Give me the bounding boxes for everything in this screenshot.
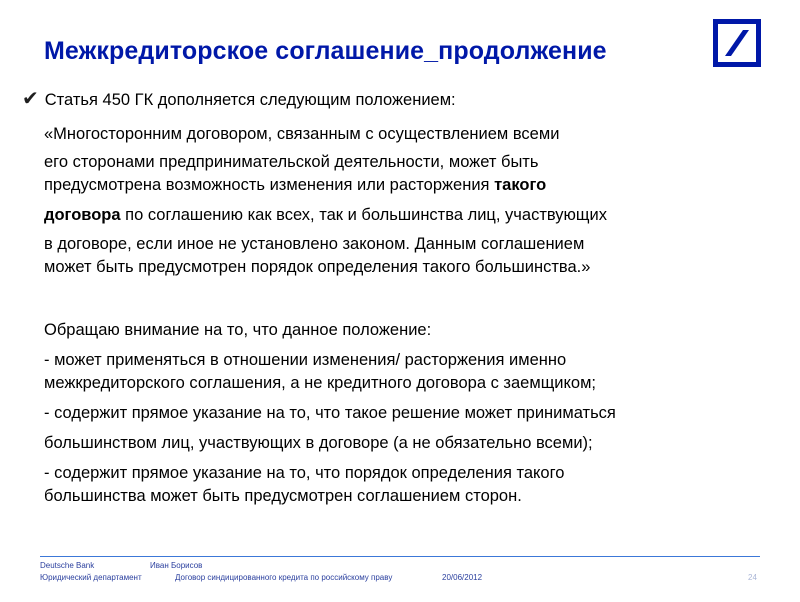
note-line-1: - может применяться в отношении изменения/ расторжения именно	[44, 351, 567, 369]
quote-line-3: предусмотрена возможность изменения или расторжения такого	[44, 176, 547, 194]
footer-divider	[40, 556, 760, 557]
bold-text: такого	[494, 176, 547, 194]
paragraph-line-1: ✔ Статья 450 ГК дополняется следующим положением:	[22, 88, 456, 110]
footer-date: 20/06/2012	[442, 573, 483, 582]
note-line-6: большинства может быть предусмотрен соглашением сторон.	[44, 487, 522, 505]
bold-text: договора	[44, 206, 121, 224]
footer-author: Иван Борисов	[150, 561, 203, 570]
deutsche-bank-logo-icon	[713, 19, 761, 67]
quote-line-1: «Многосторонним договором, связанным с осуществлением всеми	[44, 125, 560, 143]
quote-line-6: может быть предусмотрен порядок определения такого большинства.»	[44, 258, 591, 276]
slide-title: Межкредиторское соглашение_продолжение	[44, 37, 607, 65]
note-heading: Обращаю внимание на то, что данное положение:	[44, 321, 432, 339]
note-line-3: - содержит прямое указание на то, что такое решение может приниматься	[44, 404, 616, 422]
footer-document: Договор синдицированного кредита по российскому праву	[175, 573, 393, 582]
note-line-5: - содержит прямое указание на то, что порядок определения такого	[44, 464, 565, 482]
footer-department: Юридический департамент	[40, 573, 142, 582]
note-line-4: большинством лиц, участвующих в договоре (а не обязательно всеми);	[44, 434, 593, 452]
quote-line-2: его сторонами предпринимательской деятельности, может быть	[44, 153, 539, 171]
note-line-2: межкредиторского соглашения, а не кредитного договора с заемщиком;	[44, 374, 596, 392]
checkmark-icon: ✔	[22, 88, 39, 110]
quote-line-5: в договоре, если иное не установлено законом. Данным соглашением	[44, 235, 585, 253]
quote-line-4: договора по соглашению как всех, так и большинства лиц, участвующих	[44, 206, 607, 224]
footer-company: Deutsche Bank	[40, 561, 95, 570]
page-number: 24	[748, 573, 757, 582]
